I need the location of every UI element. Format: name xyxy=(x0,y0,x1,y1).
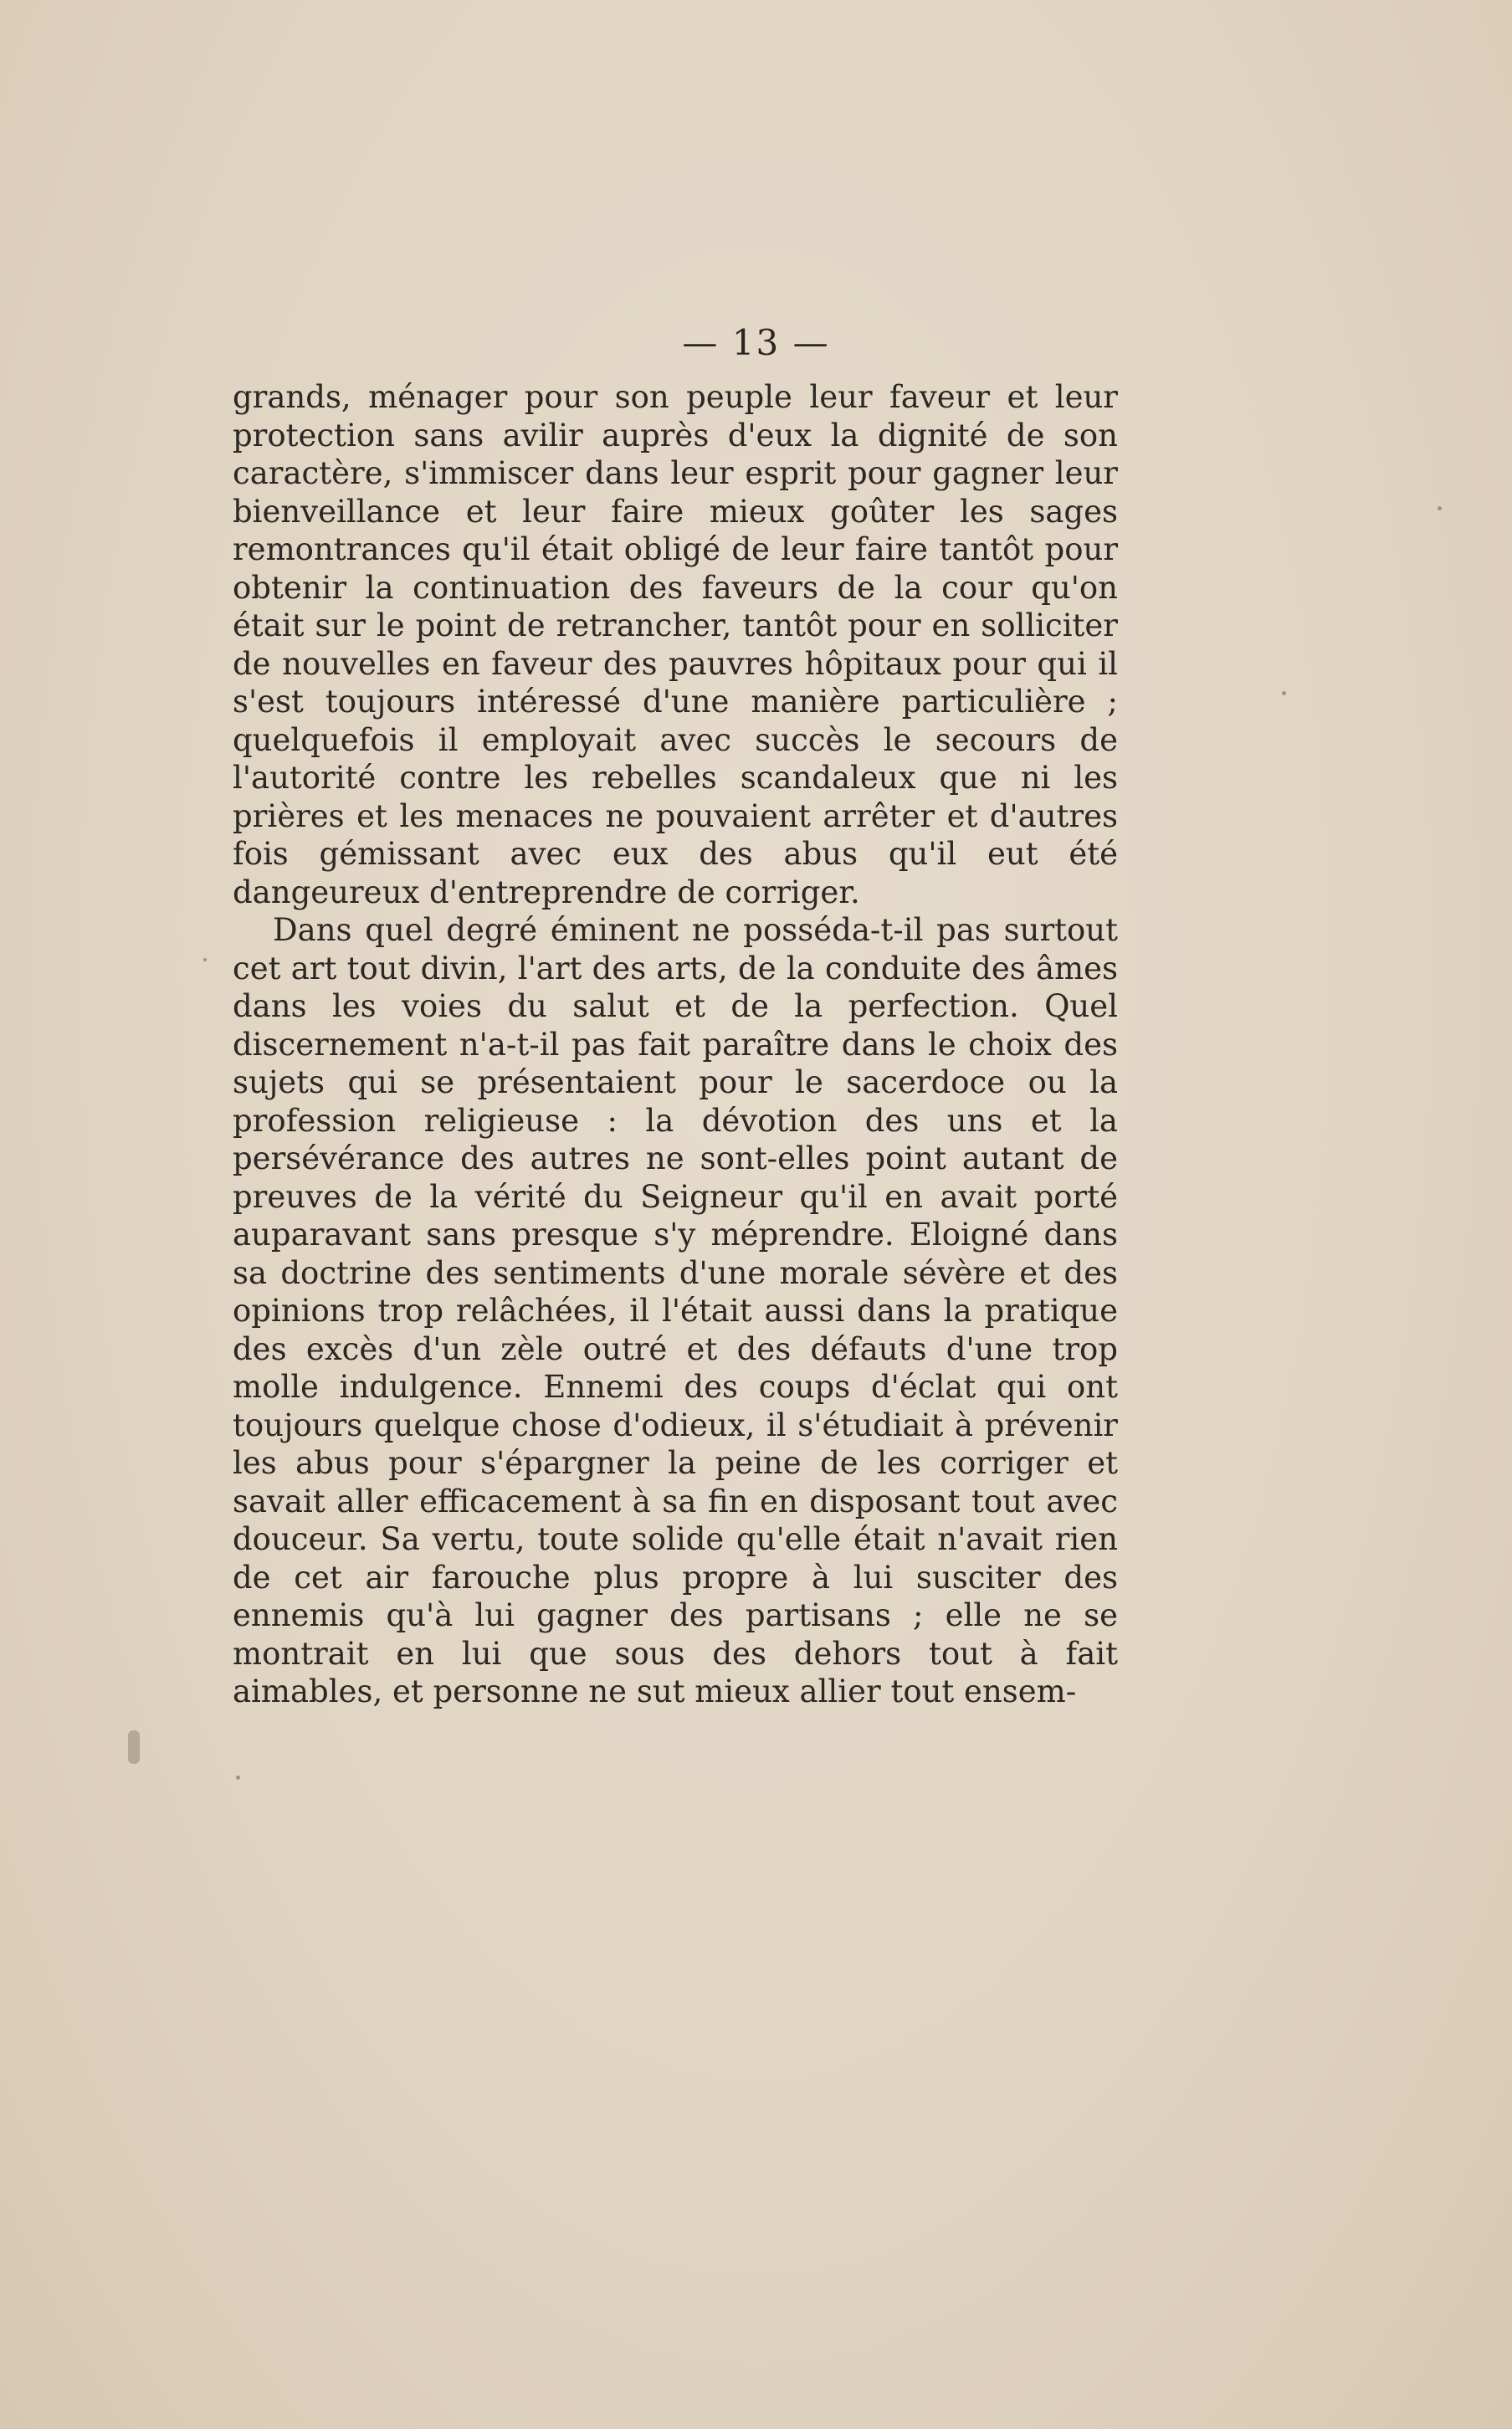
body-text xyxy=(233,378,1118,1711)
paper-speck xyxy=(1282,691,1286,695)
paper-speck xyxy=(236,1776,240,1780)
paper-speck xyxy=(203,958,207,961)
paper-speck xyxy=(1438,506,1442,510)
paragraph-2: Dans quel degré éminent ne posséda-t-il pas surtout cet art tout divin, l'art des arts, de la conduite des âmes dans les voies du salut et de la perfection. Quel discernement n'a-t-il pas fait paraître dans le choix des sujets qui se présentaient pour le sacerdoce ou la profession religieuse : la dévotion des uns et la persévérance des autres ne sont-elles point autant de preuves de la vérité du Seigneur qu'il en avait porté auparavant sans presque s'y méprendre. Eloigné dans sa doctrine des sentiments d'une morale sévère et des opinions trop relâchées, il l'était aussi dans la pratique des excès d'un zèle outré et des défauts d'une trop molle indulgence. Ennemi des coups d'éclat qui ont toujours quelque chose d'odieux, il s'étudiait à prévenir les abus pour s'épargner la peine de les corriger et savait aller efficacement à sa fin en disposant tout avec douceur. Sa vertu, toute solide qu'elle était n'avait rien de cet air farouche plus propre à lui susciter des ennemis qu'à lui gagner des partisans ; elle ne se montrait en lui que sous des dehors tout à fait aimables, et personne ne sut mieux allier tout ensem- xyxy=(233,912,1118,1709)
page-number: — 13 — xyxy=(682,322,830,363)
paper-speck xyxy=(128,1730,140,1764)
paragraph-1: grands, ménager pour son peuple leur faveur et leur protection sans avilir auprès d'eux la dignité de son caractère, s'immiscer dans leur esprit pour gagner leur bienveillance et leur faire mieux goûter les sages remontrances qu'il était obligé de leur faire tantôt pour obtenir la continuation des faveurs de la cour qu'on était sur le point de retrancher, tantôt pour en solliciter de nouvelles en faveur des pauvres hôpitaux pour qui il s'est toujours intéressé d'une manière particulière ; quelquefois il employait avec succès le secours de l'autorité contre les rebelles scandaleux que ni les prières et les menaces ne pouvaient arrêter et d'autres fois gémissant avec eux des abus qu'il eut été dangeureux d'entreprendre de corriger. xyxy=(233,379,1118,910)
